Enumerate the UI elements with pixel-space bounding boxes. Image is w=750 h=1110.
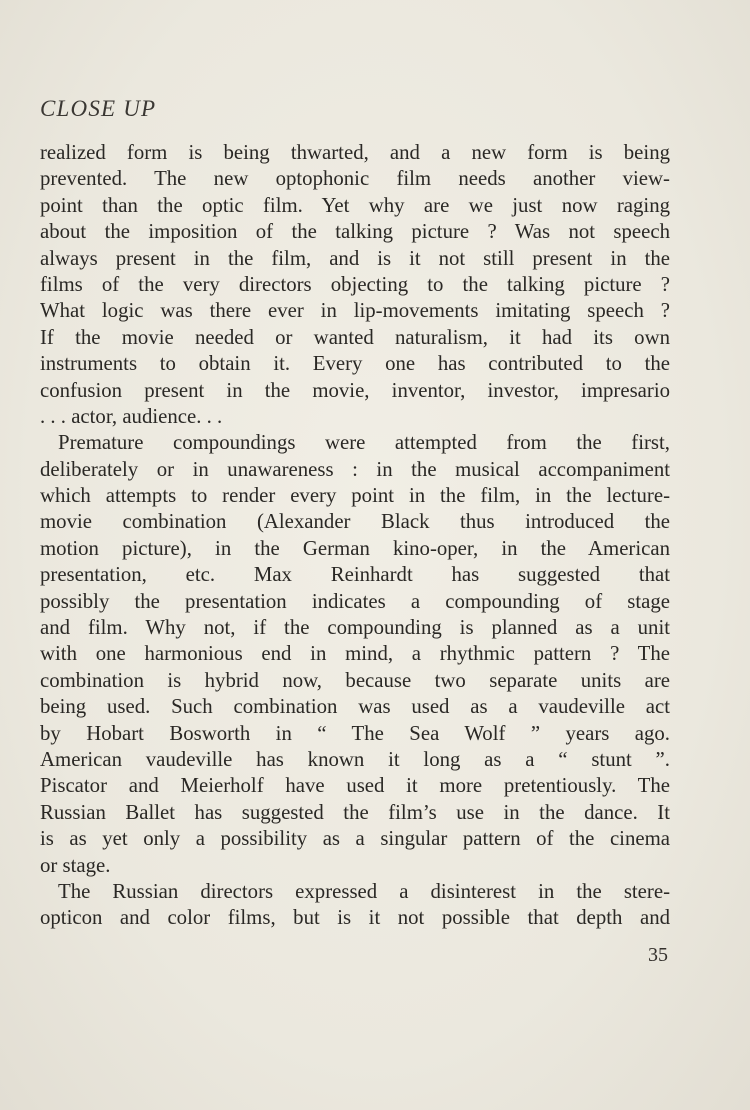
text-line: American vaudeville has known it long as a “ stunt ”. xyxy=(40,747,670,771)
text-line: confusion present in the movie, inventor, investor, impresario xyxy=(40,378,670,402)
text-line: by Hobart Bosworth in “ The Sea Wolf ” years ago. xyxy=(40,721,670,745)
text-line: or stage. xyxy=(40,853,111,877)
text-line: always present in the film, and is it not still present in the xyxy=(40,246,670,270)
text-line: Piscator and Meierholf have used it more pretentiously. The xyxy=(40,774,670,798)
text-line: combination is hybrid now, because two separate units are xyxy=(40,668,670,692)
text-line: films of the very directors objecting to the talking picture ? xyxy=(40,272,670,296)
text-line: and film. Why not, if the compounding is planned as a unit xyxy=(40,616,670,640)
text-line: instruments to obtain it. Every one has contributed to the xyxy=(40,352,670,376)
text-line: movie combination (Alexander Black thus introduced the xyxy=(40,510,670,534)
text-line: about the imposition of the talking picture ? Was not speech xyxy=(40,220,670,244)
text-line: realized form is being thwarted, and a new form is being xyxy=(40,141,670,164)
text-line: The Russian directors expressed a disinterest in the stere- xyxy=(58,879,670,903)
text-line: . . . actor, audience. . . xyxy=(40,404,223,428)
body-text xyxy=(40,140,670,932)
text-line: deliberately or in unawareness : in the musical accompaniment xyxy=(40,457,670,481)
text-line: What logic was there ever in lip-movements imitating speech ? xyxy=(40,299,670,323)
text-line: with one harmonious end in mind, a rhythmic pattern ? The xyxy=(40,642,670,666)
text-line: If the movie needed or wanted naturalism, it had its own xyxy=(40,325,670,349)
text-line: is as yet only a possibility as a singular pattern of the cinema xyxy=(40,827,670,851)
text-line: Premature compoundings were attempted from the first, xyxy=(58,431,670,455)
text-line: presentation, etc. Max Reinhardt has suggested that xyxy=(40,563,670,587)
text-line: being used. Such combination was used as a vaudeville act xyxy=(40,695,670,719)
text-line: motion picture), in the German kino-oper, in the American xyxy=(40,536,670,560)
text-line: opticon and color films, but is it not possible that depth and xyxy=(40,906,670,930)
page-number: 35 xyxy=(648,944,668,966)
text-line: possibly the presentation indicates a compounding of stage xyxy=(40,589,670,613)
text-line: Russian Ballet has suggested the film’s use in the dance. It xyxy=(40,800,670,824)
text-line: point than the optic film. Yet why are we just now raging xyxy=(40,193,670,217)
text-line: which attempts to render every point in the film, in the lecture- xyxy=(40,484,670,508)
running-head: CLOSE UP xyxy=(40,96,157,121)
text-line: prevented. The new optophonic film needs another view- xyxy=(40,167,670,191)
